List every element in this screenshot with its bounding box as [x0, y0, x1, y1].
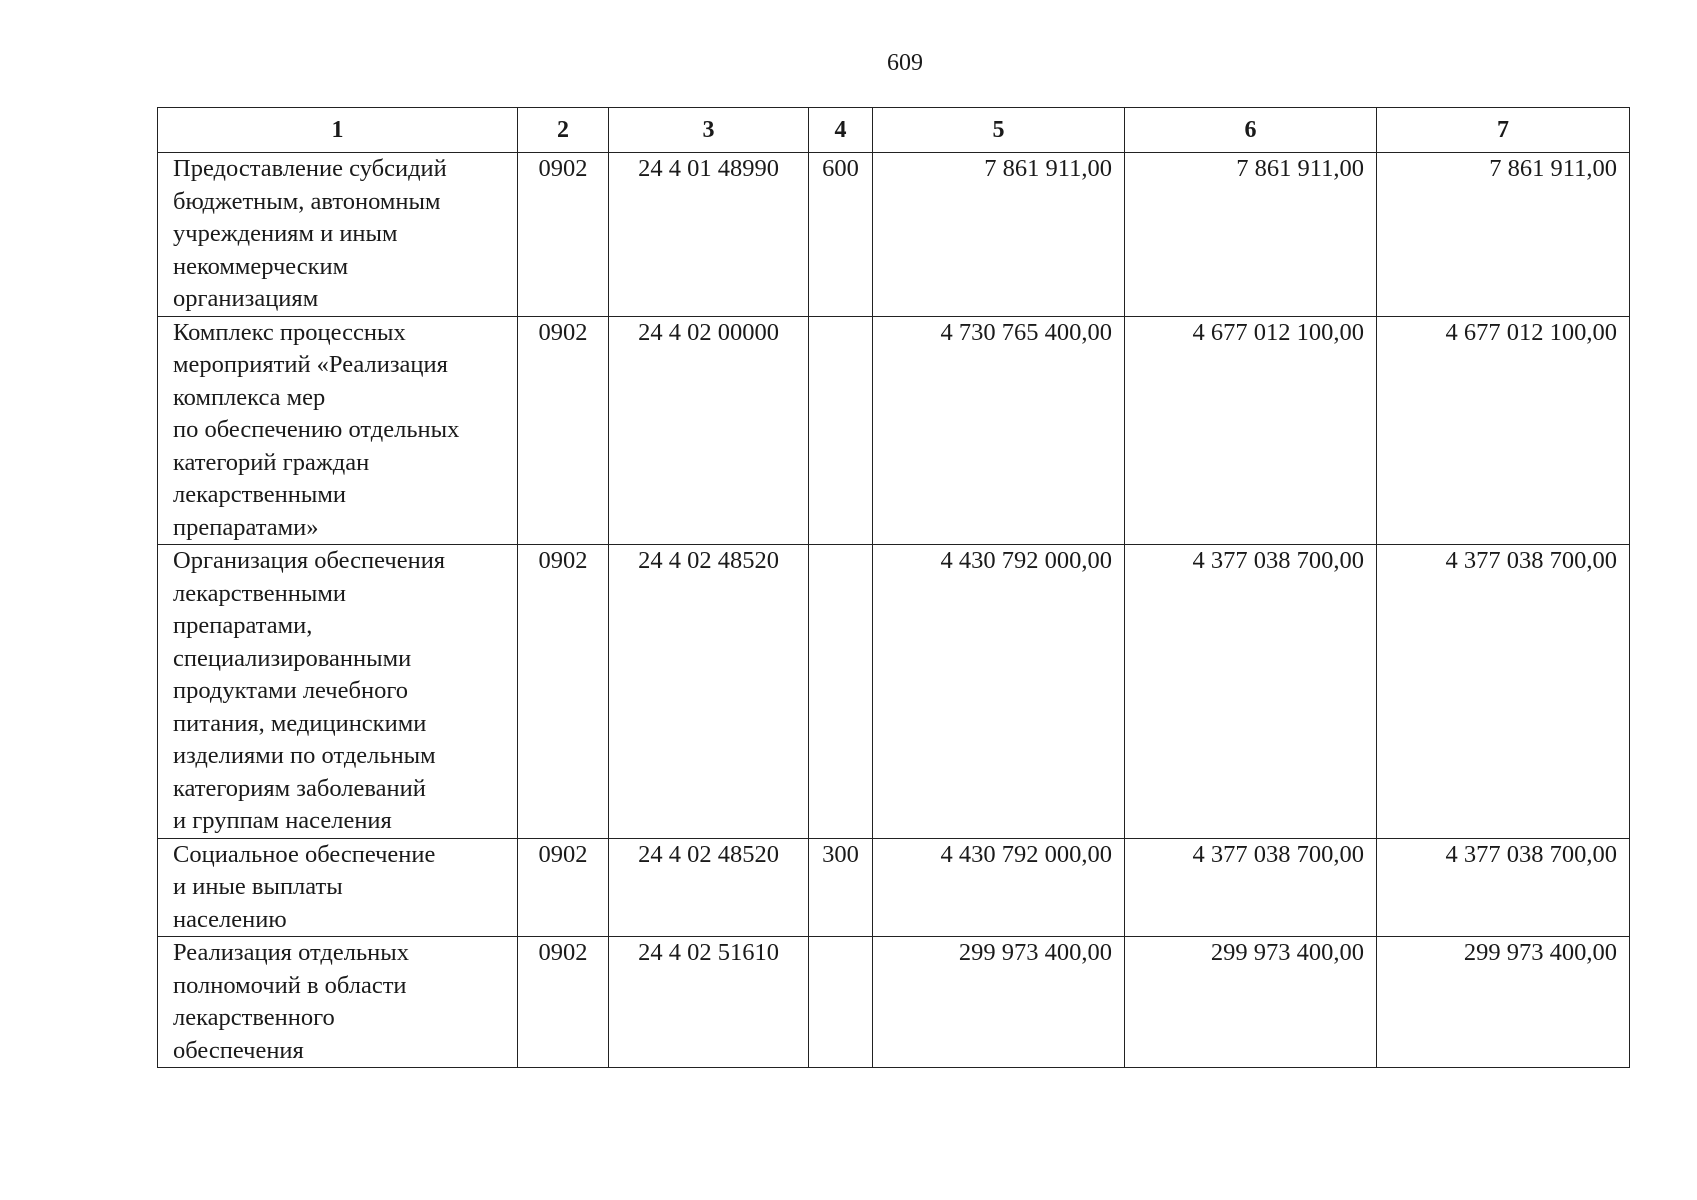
- item-name-line: населению: [173, 905, 287, 933]
- table-row: [158, 316, 1630, 545]
- amount-col7-cell: 7 861 911,00: [1377, 153, 1630, 317]
- item-name-cell: [158, 153, 518, 317]
- column-header-2: 2: [518, 108, 609, 153]
- amount-col7-cell: 4 377 038 700,00: [1377, 838, 1630, 937]
- amount-col6-cell: 7 861 911,00: [1125, 153, 1377, 317]
- amount-col5-cell: 299 973 400,00: [873, 937, 1125, 1068]
- amount-col6-cell: 4 377 038 700,00: [1125, 545, 1377, 839]
- amount-col7-cell: 4 377 038 700,00: [1377, 545, 1630, 839]
- amount-col6-cell: 4 677 012 100,00: [1125, 316, 1377, 545]
- item-name-line: мероприятий «Реализация: [173, 351, 448, 378]
- item-name-line: препаратами»: [173, 513, 319, 541]
- column-header-7: 7: [1377, 108, 1630, 153]
- item-name-line: категориям заболеваний: [173, 774, 426, 802]
- table-row: [158, 838, 1630, 937]
- item-name-line: полномочий в области: [173, 971, 407, 999]
- item-name-line: Социальное обеспечение: [173, 840, 436, 868]
- column-header-4: 4: [809, 108, 873, 153]
- target-code-cell: 24 4 02 51610: [609, 937, 809, 1068]
- target-code-cell: 24 4 02 48520: [609, 838, 809, 937]
- item-name-line: продуктами лечебного: [173, 677, 409, 704]
- item-name-line: бюджетным, автономным: [173, 187, 441, 215]
- item-name-line: обеспечения: [173, 1036, 304, 1064]
- item-name-line: по обеспечению отдельных: [173, 416, 460, 443]
- item-name-line: комплекса мер: [173, 383, 326, 411]
- item-name-line: препаратами,: [173, 612, 313, 639]
- target-code-cell: 24 4 01 48990: [609, 153, 809, 317]
- item-name-line: питания, медицинскими: [173, 709, 427, 737]
- table-row: [158, 937, 1630, 1068]
- item-name-line: Комплекс процессных: [173, 318, 406, 346]
- item-name-line: Организация обеспечения: [173, 547, 446, 574]
- expense-type-cell: 300: [809, 838, 873, 937]
- column-header-5: 5: [873, 108, 1125, 153]
- section-cell: 0902: [518, 153, 609, 317]
- item-name-line: специализированными: [173, 644, 412, 672]
- budget-table: [157, 107, 1630, 1068]
- header-row: [158, 108, 1630, 153]
- item-name-cell: [158, 937, 518, 1068]
- item-name-line: лекарственными: [173, 481, 346, 508]
- target-code-cell: 24 4 02 48520: [609, 545, 809, 839]
- item-name-line: изделиями по отдельным: [173, 742, 436, 769]
- item-name-line: некоммерческим: [173, 252, 349, 280]
- page-number: 609: [887, 50, 923, 76]
- expense-type-cell: [809, 545, 873, 839]
- item-name-line: и группам населения: [173, 807, 392, 834]
- section-cell: 0902: [518, 316, 609, 545]
- amount-col6-cell: 4 377 038 700,00: [1125, 838, 1377, 937]
- item-name-line: организациям: [173, 285, 319, 312]
- item-name-line: Предоставление субсидий: [173, 155, 447, 182]
- expense-type-cell: [809, 316, 873, 545]
- column-header-6: 6: [1125, 108, 1377, 153]
- item-name-cell: [158, 545, 518, 839]
- item-name-cell: [158, 316, 518, 545]
- column-header-1: 1: [158, 108, 518, 153]
- table-row: [158, 153, 1630, 317]
- item-name-line: Реализация отдельных: [173, 939, 409, 966]
- item-name-cell: [158, 838, 518, 937]
- amount-col5-cell: 4 730 765 400,00: [873, 316, 1125, 545]
- target-code-cell: 24 4 02 00000: [609, 316, 809, 545]
- section-cell: 0902: [518, 545, 609, 839]
- amount-col6-cell: 299 973 400,00: [1125, 937, 1377, 1068]
- column-header-3: 3: [609, 108, 809, 153]
- amount-col5-cell: 4 430 792 000,00: [873, 838, 1125, 937]
- expense-type-cell: [809, 937, 873, 1068]
- item-name-line: лекарственного: [173, 1004, 335, 1031]
- amount-col7-cell: 299 973 400,00: [1377, 937, 1630, 1068]
- item-name-line: и иные выплаты: [173, 873, 343, 900]
- item-name-line: лекарственными: [173, 579, 346, 607]
- section-cell: 0902: [518, 937, 609, 1068]
- item-name-line: учреждениям и иным: [173, 220, 398, 247]
- amount-col5-cell: 4 430 792 000,00: [873, 545, 1125, 839]
- amount-col7-cell: 4 677 012 100,00: [1377, 316, 1630, 545]
- expense-type-cell: 600: [809, 153, 873, 317]
- item-name-line: категорий граждан: [173, 448, 370, 476]
- table-row: [158, 545, 1630, 839]
- section-cell: 0902: [518, 838, 609, 937]
- amount-col5-cell: 7 861 911,00: [873, 153, 1125, 317]
